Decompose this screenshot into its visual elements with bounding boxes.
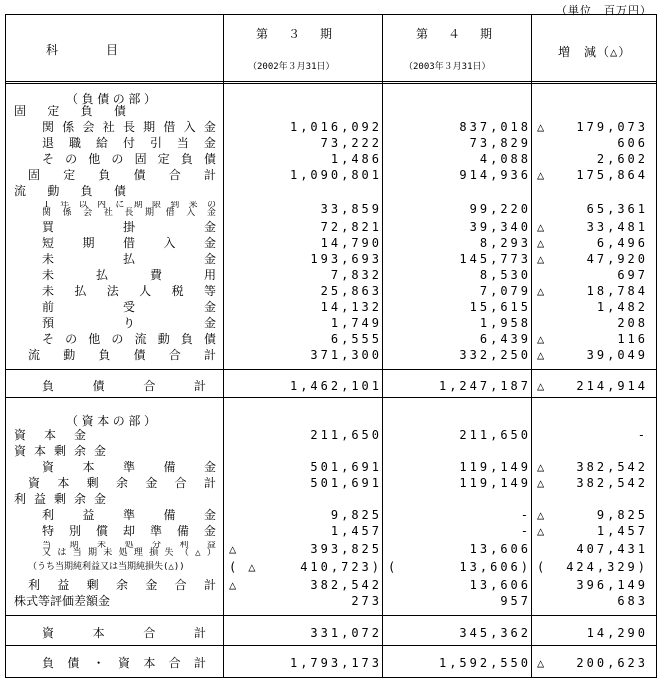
cell-mark: △: [537, 508, 545, 522]
table-row: [6, 459, 656, 475]
cell-value: 1,016,092: [289, 120, 382, 134]
table-row: [6, 523, 656, 539]
table-row: [6, 235, 656, 251]
table-row: [6, 593, 656, 609]
table-row: [6, 378, 656, 394]
cell-mark: ( △: [229, 560, 256, 574]
cell-value: 1,457: [596, 524, 648, 538]
table-row: [6, 491, 656, 507]
table-row: [6, 135, 656, 151]
table-row: [6, 119, 656, 135]
cell-mark: (: [388, 560, 396, 574]
header-period-3: 第 ３ 期: [256, 27, 337, 41]
table-row: [6, 347, 656, 363]
header-item: 科 目: [46, 43, 119, 57]
row-label: 資 本 準 備 金: [42, 460, 216, 474]
cell-value: 273: [351, 594, 382, 608]
cell-value: 15,615: [469, 300, 531, 314]
cell-value: 424,329): [566, 560, 648, 574]
cell-value: 501,691: [310, 460, 382, 474]
row-label: 利 益 準 備 金: [42, 508, 216, 522]
cell-value: 332,250: [459, 348, 531, 362]
row-label: 資 本 剰 余 金: [14, 444, 106, 458]
row-label: そ の 他 の 固 定 負 債: [42, 152, 216, 166]
table-row: [6, 541, 656, 557]
cell-mark: △: [229, 578, 237, 592]
table-row: [6, 251, 656, 267]
cell-value: 606: [617, 136, 648, 150]
cell-value: 208: [617, 316, 648, 330]
cell-value: 4,088: [479, 152, 531, 166]
header-divider: [6, 81, 656, 84]
table-row: [6, 507, 656, 523]
table-row: [6, 151, 656, 167]
table-row: [6, 655, 656, 671]
cell-value: 119,149: [459, 476, 531, 490]
row-label: 利 益 剰 余 金 合 計: [28, 578, 216, 592]
cell-mark: △: [537, 120, 545, 134]
row-label: 資 本 金: [14, 428, 86, 442]
row-label: 固 定 負 債: [14, 104, 126, 118]
cell-value: 13,606): [459, 560, 531, 574]
table-row: [6, 299, 656, 315]
cell-value: 410,723): [300, 560, 382, 574]
cell-mark: △: [537, 168, 545, 182]
row-label: 負 債 ・ 資 本 合 計: [42, 656, 206, 670]
cell-value: 145,773: [459, 252, 531, 266]
row-label: 利 益 剰 余 金: [14, 492, 106, 506]
cell-value: 914,936: [459, 168, 531, 182]
cell-mark: △: [537, 524, 545, 538]
row-label: そ の 他 の 流 動 負 債: [42, 332, 216, 346]
cell-value: 331,072: [310, 626, 382, 640]
cell-value: 2,602: [596, 152, 648, 166]
table-row: [6, 577, 656, 593]
cell-value: 14,132: [320, 300, 382, 314]
cell-value: 65,361: [586, 202, 648, 216]
row-label: 流 動 負 債 合 計: [28, 348, 216, 362]
cell-value: 1,486: [330, 152, 382, 166]
cell-value: 18,784: [586, 284, 648, 298]
cell-value: 33,481: [586, 220, 648, 234]
cell-value: 119,149: [459, 460, 531, 474]
section-divider: [6, 615, 656, 616]
row-label: 前 受 金: [42, 300, 216, 314]
table-row: [6, 267, 656, 283]
cell-value: 9,825: [330, 508, 382, 522]
row-label: （ 負 債 の 部 ）: [66, 92, 156, 106]
cell-value: 837,018: [459, 120, 531, 134]
row-label: 預 り 金: [42, 316, 216, 330]
balance-sheet-table: [5, 14, 657, 678]
row-label: 流 動 負 債: [14, 184, 126, 198]
cell-value: 9,825: [596, 508, 648, 522]
cell-value: 47,920: [586, 252, 648, 266]
row-label: 資 本 剰 余 金 合 計: [28, 476, 216, 490]
cell-value: 179,073: [576, 120, 648, 134]
cell-mark: △: [537, 284, 545, 298]
section-divider: [6, 369, 656, 370]
row-label: 未 払 金: [42, 252, 216, 266]
table-row: [6, 475, 656, 491]
cell-value: 371,300: [310, 348, 382, 362]
cell-value: 116: [617, 332, 648, 346]
cell-value: 39,340: [469, 220, 531, 234]
cell-value: 73,222: [320, 136, 382, 150]
cell-value: 73,829: [469, 136, 531, 150]
section-divider: [6, 397, 656, 398]
cell-value: 39,049: [586, 348, 648, 362]
cell-value: 1,958: [479, 316, 531, 330]
cell-value: 7,079: [479, 284, 531, 298]
cell-value: 345,362: [459, 626, 531, 640]
cell-value: 33,859: [320, 202, 382, 216]
header-period-4: 第 ４ 期: [416, 27, 497, 41]
section-divider: [6, 645, 656, 646]
cell-mark: △: [537, 332, 545, 346]
cell-mark: △: [537, 220, 545, 234]
cell-value: 382,542: [310, 578, 382, 592]
table-row: [6, 443, 656, 459]
cell-value: 1,482: [596, 300, 648, 314]
cell-mark: △: [537, 379, 545, 393]
unit-note: （単位 百万円）: [556, 4, 652, 17]
table-row: [6, 201, 656, 217]
cell-mark: △: [537, 236, 545, 250]
cell-mark: △: [229, 542, 237, 556]
row-label: １ 年 以 内 に 期 限 到 来 の 関 係 会 社 長 期 借 入 金: [42, 201, 216, 217]
cell-value: 1,457: [330, 524, 382, 538]
row-label: 買 掛 金: [42, 220, 216, 234]
cell-mark: △: [537, 348, 545, 362]
table-row: [6, 167, 656, 183]
cell-value: 99,220: [469, 202, 531, 216]
cell-mark: (: [537, 560, 545, 574]
cell-value: 697: [617, 268, 648, 282]
row-label: 当 期 未 処 分 利 益 又 は 当 期 未 処 理 損 失 （ △ ）: [42, 541, 216, 557]
cell-value: 6,555: [330, 332, 382, 346]
cell-value: -: [520, 524, 531, 538]
row-label: 未 払 法 人 税 等: [42, 284, 216, 298]
cell-mark: △: [537, 476, 545, 490]
cell-mark: △: [537, 460, 545, 474]
cell-value: 175,864: [576, 168, 648, 182]
cell-value: 501,691: [310, 476, 382, 490]
cell-value: 72,821: [320, 220, 382, 234]
table-row: [6, 183, 656, 199]
cell-value: 211,650: [310, 428, 382, 442]
cell-value: 6,496: [596, 236, 648, 250]
cell-value: 957: [500, 594, 531, 608]
cell-value: 214,914: [576, 379, 648, 393]
cell-value: 1,462,101: [289, 379, 382, 393]
cell-value: 13,606: [469, 578, 531, 592]
cell-value: 1,090,801: [289, 168, 382, 182]
table-row: [6, 219, 656, 235]
cell-mark: △: [537, 656, 545, 670]
table-row: [6, 283, 656, 299]
cell-value: 8,530: [479, 268, 531, 282]
cell-value: 6,439: [479, 332, 531, 346]
cell-value: 393,825: [310, 542, 382, 556]
row-label: 資 本 合 計: [42, 626, 206, 640]
cell-value: 8,293: [479, 236, 531, 250]
header-period-3-date: （2002年３月31日）: [248, 62, 335, 72]
cell-value: 1,592,550: [438, 656, 531, 670]
cell-value: 683: [617, 594, 648, 608]
table-row: [6, 315, 656, 331]
cell-value: 13,606: [469, 542, 531, 556]
cell-value: 1,749: [330, 316, 382, 330]
row-label: （ 資 本 の 部 ）: [66, 414, 156, 428]
row-label: （うち当期純利益又は当期純損失(△)): [28, 562, 185, 572]
row-label: 未 払 費 用: [42, 268, 216, 282]
header-diff: 増 減（△）: [558, 45, 632, 59]
row-label: 短 期 借 入 金: [42, 236, 216, 250]
cell-value: 1,247,187: [438, 379, 531, 393]
table-row: [6, 625, 656, 641]
cell-value: 382,542: [576, 476, 648, 490]
row-label: 退 職 給 付 引 当 金: [42, 136, 216, 150]
cell-value: -: [637, 428, 648, 442]
row-label: 負 債 合 計: [42, 379, 206, 393]
table-row: [6, 427, 656, 443]
cell-value: -: [520, 508, 531, 522]
cell-value: 7,832: [330, 268, 382, 282]
cell-value: 407,431: [576, 542, 648, 556]
cell-value: 25,863: [320, 284, 382, 298]
cell-value: 1,793,173: [289, 656, 382, 670]
cell-value: 14,290: [586, 626, 648, 640]
cell-value: 14,790: [320, 236, 382, 250]
row-label: 株式等評価差額金: [14, 594, 111, 608]
header-period-4-date: （2003年３月31日）: [404, 62, 491, 72]
cell-mark: △: [537, 252, 545, 266]
row-label: 関 係 会 社 長 期 借 入 金: [42, 120, 216, 134]
cell-value: 382,542: [576, 460, 648, 474]
row-label: 特 別 償 却 準 備 金: [42, 524, 216, 538]
row-label: 固 定 負 債 合 計: [28, 168, 216, 182]
cell-value: 200,623: [576, 656, 648, 670]
table-row: [6, 559, 656, 575]
table-row: [6, 331, 656, 347]
table-row: [6, 103, 656, 119]
cell-value: 193,693: [310, 252, 382, 266]
cell-value: 211,650: [459, 428, 531, 442]
cell-value: 396,149: [576, 578, 648, 592]
